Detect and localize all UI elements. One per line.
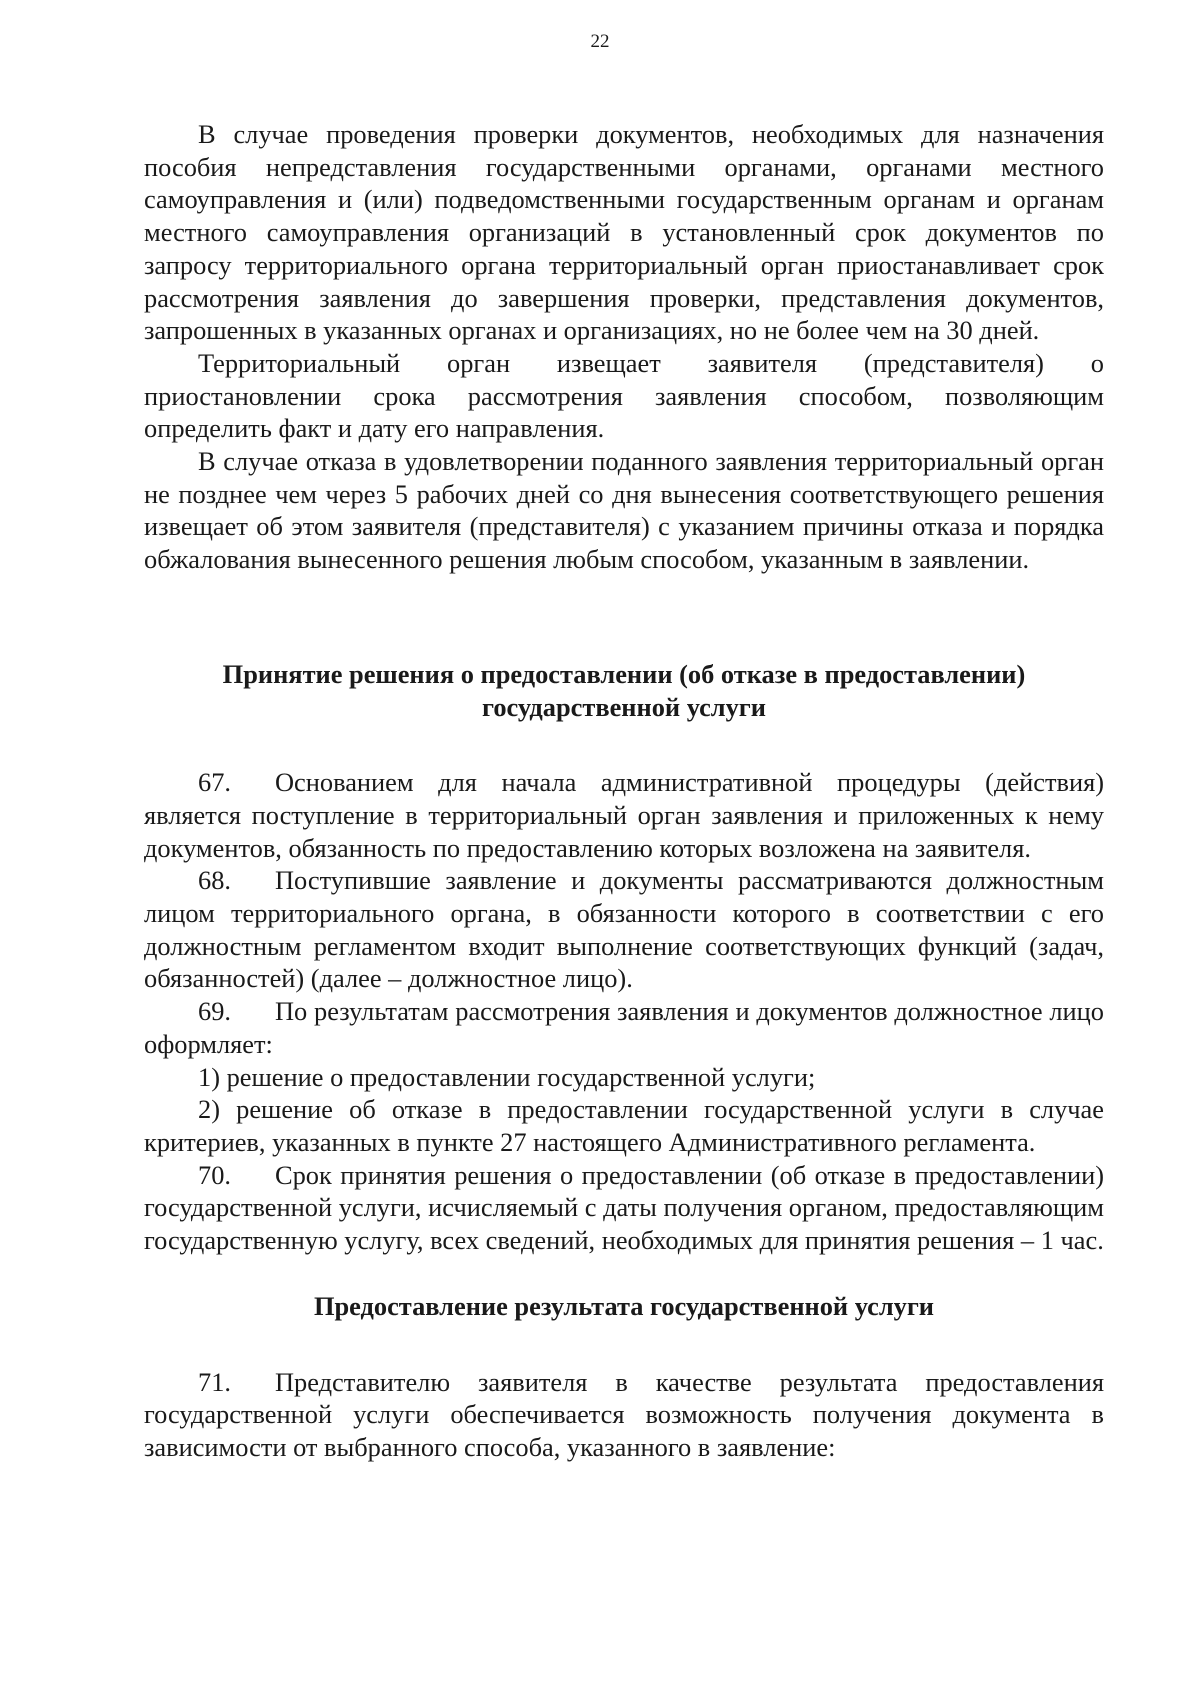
clause-text: Представителю заявителя в качестве результата предоставления государственной услуги обеспечивается возможность получения документа в зависимости от выбранного способа, указанного в заявление: [144,1366,1104,1462]
subitem-1: 1) решение о предоставлении государственной услуги; [198,1061,816,1092]
clause-text: По результатам рассмотрения заявления и документов должностное лицо оформляет: [144,996,1104,1059]
clause-70 [144,1159,1104,1257]
subitem-2: 2) решение об отказе в предоставлении государственной услуги в случае критериев, указанных в пункте 27 настоящего Административного регламента. [144,1094,1104,1157]
spacer [144,723,1104,766]
clause-number: 67. [198,767,231,798]
document-body [144,118,1104,1464]
clause-number: 71. [198,1366,231,1397]
clause-71 [144,1366,1104,1464]
clause-68 [144,864,1104,995]
paragraph-refusal: В случае отказа в удовлетворении поданного заявления территориальный орган не позднее чем через 5 рабочих дней со дня вынесения соответствующего решения извещает об этом заявителя (представителя) с указанием причины отказа и порядка обжалования вынесенного решения любым способом, указанным в заявлении. [144,446,1104,575]
section-heading-line: Принятие решения о предоставлении (об отказе в предоставлении) [222,658,1026,689]
clause-number: 70. [198,1159,231,1190]
clause-67 [144,766,1104,864]
clause-text: Срок принятия решения о предоставлении (об отказе в предоставлении) государственной услуги, исчисляемый с даты получения органом, предоставляющим государственную услугу, всех сведений, необходимых для принятия решения – 1 час. [144,1159,1104,1256]
section-heading-result: Предоставление результата государственной услуги [313,1290,935,1321]
clause-number: 68. [198,865,231,896]
spacer [144,1257,1104,1290]
paragraph-notification: Территориальный орган извещает заявителя (представителя) о приостановлении срока рассмотрения заявления способом, позволяющим определить факт и дату его направления. [144,347,1104,444]
clause-69 [144,995,1104,1060]
clause-text: Основанием для начала административной процедуры (действия) является поступление в территориальный орган заявления и приложенных к нему документов, обязанность по предоставлению которых возложена на заявителя. [144,767,1104,863]
clause-number: 69. [198,996,231,1027]
page-number: 22 [590,31,610,52]
paragraph-verification-suspension: В случае проведения проверки документов, необходимых для назначения пособия непредставления государственными органами, органами местного самоуправления и (или) подведомственными государственным органам и органам местного самоуправления организаций в установленный срок документов по запросу территориального органа территориальный орган приостанавливает срок рассмотрения заявления до завершения проверки, представления документов, запрошенных в указанных органах и организациях, но не более чем на 30 дней. [144,119,1104,346]
section-heading-line: государственной услуги [482,691,766,722]
clause-text: Поступившие заявление и документы рассматриваются должностным лицом территориального органа, в обязанности которого в соответствии с его должностным регламентом входит выполнение соответствующих функций (задач, обязанностей) (далее – должностное лицо). [144,865,1104,994]
spacer [144,1323,1104,1366]
spacer [144,576,1104,658]
section-heading-decision [144,658,1104,723]
